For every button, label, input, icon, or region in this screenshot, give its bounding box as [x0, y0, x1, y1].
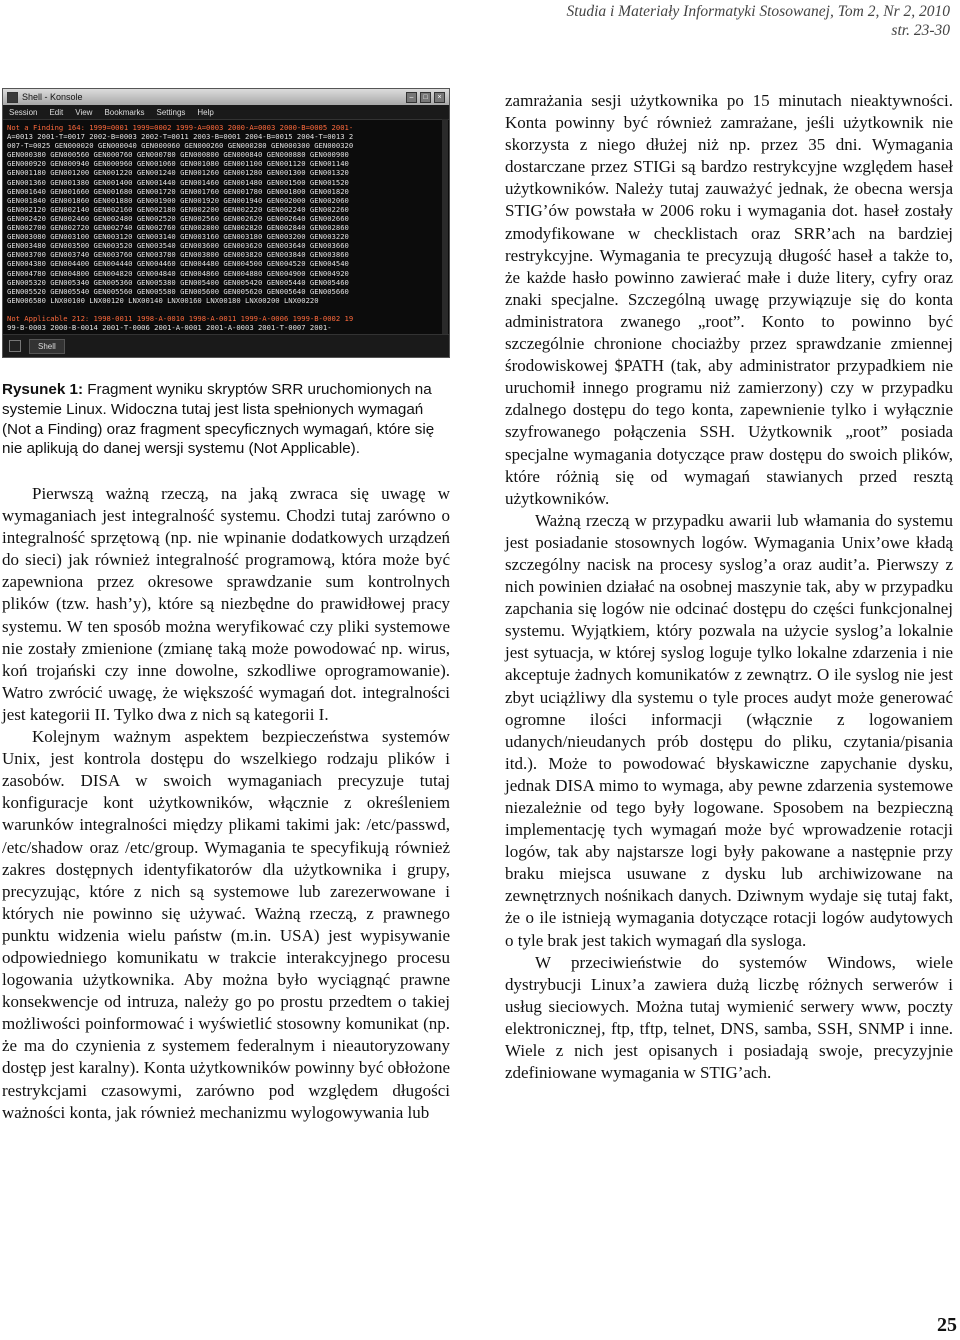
menu-item-help: Help: [197, 107, 214, 117]
terminal-line: [7, 305, 445, 314]
menu-bar: [3, 105, 449, 120]
window-titlebar: [3, 89, 449, 105]
terminal-line: GEN002120 GEN002140 GEN002160 GEN002180 GEN002200 GEN002220 GEN002240 GEN002260: [7, 204, 349, 214]
paragraph: Pierwszą ważną rzeczą, na jaką zwraca się uwagę w wymaganiach jest integralność systemu. Chodzi tutaj zarówno o integralność sprzętową (np. nie wpinanie dodatkowych urządzeń do sieci) jak również integralność programową, która może być zapewniona przez okresowe sprawdzanie sum kontrolnych plików (tzw. hash’y), które są niezbędne do prawidłowej pracy systemu. W ten sposób można weryfikować czy pliki systemowe nie zostały zmienione (zmianę taką może powodować np. wirus, koń trojański czy inne dowolne, szkodliwe oprogramowanie). Watro zwrócić uwagę, że większość wymagań dot. integralności jest kategorii II. Tylko dwa z nich są kategorii I.: [2, 484, 450, 724]
paragraph: zamrażania sesji użytkownika po 15 minutach nieaktywności. Konta powinny być również zamrażane, jeśli użytkownik nie skorzysta z niego dłużej niż np. przez 35 dni. Wymagania dostarczane przez STIGi są bardzo restrykcyjne względem haseł użytkowników. Należy tutaj zauważyć jednak, że obecna wersja STIG’ów powstała w 2006 roku i wymagania dot. haseł zostały zmodyfikowane w checklistach oraz SRR’ach na bardziej restrykcyjne. Wymagania te precyzują długość haseł a także to, że każde hasło powinno zawierać małe i duże litery, cyfry oraz znaki specjalne. Szczególną uwagę przywiązuje się do konta administratora zwanego „root”. Konto to powinno być szczególnie chronione chociażby przez sprawdzanie zmiennej środowiskowej $PATH (tak, aby administrator przypadkiem nie uruchomił innego programu niż zamierzony) czy w przypadku zdalnego dostępu do tego konta, zapewnienie tylko i wyłącznie szyfrowanego połączenia SSH. Użytkownik „root” posiada specjalne wymagania dotyczące praw dostępu do swoich plików, które różnią się od wymagań stawianych przed resztą użytkowników.: [505, 91, 953, 508]
terminal-line: GEN001180 GEN001200 GEN001220 GEN001240 GEN001260 GEN001280 GEN001300 GEN001320: [7, 168, 349, 178]
terminal-line: GEN002700 GEN002720 GEN002740 GEN002760 GEN002800 GEN002820 GEN002840 GEN002860: [7, 223, 349, 233]
window-title: Shell - Konsole: [22, 92, 83, 102]
shell-tab: Shell: [29, 339, 65, 354]
menu-item-edit: Edit: [49, 107, 64, 117]
paragraph: Kolejnym ważnym aspektem bezpieczeństwa systemów Unix, jest kontrola dostępu do wszelkiego rodzaju plików i zasobów. DISA w swoich wymaganiach precyzuje tutaj konfiguracje kont użytkowników, włącznie z określeniem warunków integralności między plikami takimi jak: /etc/passwd, /etc/shadow oraz /etc/group. Wymagania te specyfikują również zakres dostępnych identyfikatorów dla użytkownika i grupy, precyzując, które z nich są systemowe lub zarezerwowane i których nie powinno się używać. Ważną rzeczą, z prawnego punktu widzenia wielu państw (m.in. USA) jest wypisywanie odpowiedniego komunikatu w trakcie interakcyjnego procesu logowania użytkownika. Aby można było wyciągnąć prawne konsekwencje od intruza, należy go po prostu przedtem o takiej możliwości poinformować i wyświetlić stosowny komunikat (np. że ma do czynienia z systemem federalnym i nieautoryzowany dostęp jest karalny). Konta użytkowników powinny być obłożone restrykcjami czasowymi, zarówno pod względem długości ważności konta, jak również mechanizmu wylogowywania lub: [2, 727, 450, 1122]
running-header: [567, 2, 950, 40]
scrollbar: [442, 119, 448, 335]
window-controls: [406, 92, 445, 103]
terminal-line: GEN005520 GEN005540 GEN005560 GEN005580 GEN005600 GEN005620 GEN005640 GEN005660: [7, 286, 349, 296]
left-column: [2, 483, 450, 1124]
menu-item-session: Session: [9, 107, 38, 117]
page-number: 25: [937, 1314, 957, 1336]
terminal-line: A=0013 2001-T=0017 2002-B=0003 2002-T=0011 2003-B=0001 2004-B=0015 2004-T=0013 2: [7, 132, 354, 142]
close-icon: ×: [434, 92, 445, 103]
terminal-line: GEN001840 GEN001860 GEN001880 GEN001900 GEN001920 GEN001940 GEN002000 GEN002060: [7, 195, 349, 205]
terminal-line: Not a Finding 164: 1999=0001 1999=0002 1999-A=0003 2000-A=0003 2000-B=0005 2001-: [7, 123, 354, 132]
paragraph: W przeciwieństwie do systemów Windows, wiele dystrybucji Linux’a zawiera dużą liczbę różnych serwerów i usług sieciowych. Można tutaj wymienić serwery www, poczty elektronicznej, ftp, tftp, telnet, DNS, samba, SSH, SNMP i inne. Wiele z nich jest opisanych i posiadają swoje, precyzyjnie zdefiniowane wymagania w STIG’ach.: [505, 952, 953, 1083]
new-tab-icon: [9, 340, 21, 352]
menu-item-bookmarks: Bookmarks: [104, 107, 145, 117]
maximize-icon: □: [420, 92, 431, 103]
terminal-line: GEN003700 GEN003740 GEN003760 GEN003780 GEN003800 GEN003820 GEN003840 GEN003860: [7, 250, 349, 260]
page-range: str. 23-30: [891, 22, 950, 39]
caption-label: Rysunek 1:: [2, 381, 84, 398]
terminal-output: [3, 120, 449, 335]
terminal-line: GEN005320 GEN005340 GEN005360 GEN005380 GEN005400 GEN005420 GEN005440 GEN005460: [7, 277, 349, 287]
terminal-line: GEN004380 GEN004400 GEN004440 GEN004460 GEN004480 GEN004500 GEN004520 GEN004540: [7, 259, 349, 269]
terminal-icon: [7, 92, 18, 103]
terminal-line: GEN004780 GEN004800 GEN004820 GEN004840 GEN004860 GEN004880 GEN004900 GEN004920: [7, 268, 349, 278]
journal-title: Studia i Materiały Informatyki Stosowanej, Tom 2, Nr 2, 2010: [566, 3, 950, 20]
right-column: [505, 90, 953, 1084]
terminal-line: GEN003080 GEN003100 GEN003120 GEN003140 GEN003160 GEN003180 GEN003200 GEN003220: [7, 232, 349, 242]
terminal-line: GEN001640 GEN001660 GEN001680 GEN001720 GEN001760 GEN001780 GEN001800 GEN001820: [7, 186, 349, 196]
minimize-icon: –: [406, 92, 417, 103]
caption-text: Fragment wyniku skryptów SRR uruchomionych na systemie Linux. Widoczna tutaj jest lista spełnionych wymagań (Not a Finding) oraz fragment specyficznych wymagań, które się nie aplikują do danej wersji systemu (Not Applicable).: [2, 381, 435, 458]
menu-item-settings: Settings: [156, 107, 186, 117]
menu-item-view: View: [75, 107, 93, 117]
konsole-screenshot: [2, 88, 450, 358]
paragraph: Ważną rzeczą w przypadku awarii lub włamania do systemu jest posiadanie stosownych logów. Wymagania Unix’owe kładą szczególny nacisk na procesy syslog’a oraz audit’a. Pierwszy z nich powinien działać na osobnej maszynie tak, aby w przypadku zapchania się logów nie odcinać dostępu do części funkcjonalnej systemu. Wyjątkiem, który pozwala na użycie syslog’a lokalnie jest sytuacja, w której syslog loguje tylko lokalne zdarzenia i nie akceptuje żadnych komunikatów z zewnątrz. O ile syslog nie jest zbyt uciążliwy dla systemu o tyle proces audyt może generować ogromne ilości informacji (włącznie z logowaniem udanych/nieudanych prób dostępu do pliku, czytania/pisania itd.). Może to powodować błyskawiczne zapychanie dysku, jednak DISA mimo to wymaga, aby pewne zdarzenia systemowe niezależnie od tego były logowane. Sposobem na bezpieczną implementację tych wymagań może być wprowadzenie rotacji logów, tak aby najstarsze logi były pakowane a następnie przy braku miejsca usuwane z dysku lub archiwizowane na zewnętrznych nośnikach danych. Dziwnym wydaje się tutaj fakt, że o ile istnieją wymagania dotyczące rotacji logów audytowych o tyle brak jest takich wymagań dla sysloga.: [505, 510, 953, 950]
terminal-line: GEN000380 GEN000560 GEN000760 GEN000780 GEN000800 GEN000840 GEN000880 GEN000900: [7, 150, 349, 160]
tab-bar: [3, 334, 449, 357]
figure-caption: [2, 380, 450, 459]
terminal-line: 007-T=0025 GEN000020 GEN000040 GEN000060 GEN000260 GEN000280 GEN000300 GEN000320: [7, 141, 354, 151]
terminal-line: Not Applicable 212: 1998-0011 1998-A-0010 1998-A-0011 1999-A-0006 1999-B-0002 19: [7, 313, 354, 323]
terminal-line: GEN000920 GEN000940 GEN000960 GEN001060 GEN001080 GEN001100 GEN001120 GEN001140: [7, 159, 349, 169]
terminal-line: GEN003480 GEN003500 GEN003520 GEN003540 GEN003600 GEN003620 GEN003640 GEN003660: [7, 241, 349, 251]
terminal-line: GEN002420 GEN002460 GEN002480 GEN002520 GEN002560 GEN002620 GEN002640 GEN002660: [7, 213, 349, 223]
terminal-line: GEN006580 LNX00100 LNX00120 LNX00140 LNX00160 LNX00180 LNX00200 LNX00220: [7, 295, 319, 305]
terminal-line: 99-B-0003 2000-B-0014 2001-T-0006 2001-A-0001 2001-A-0003 2001-T-0007 2001-: [7, 323, 332, 333]
terminal-line: GEN001360 GEN001380 GEN001400 GEN001440 GEN001460 GEN001480 GEN001500 GEN001520: [7, 177, 349, 187]
